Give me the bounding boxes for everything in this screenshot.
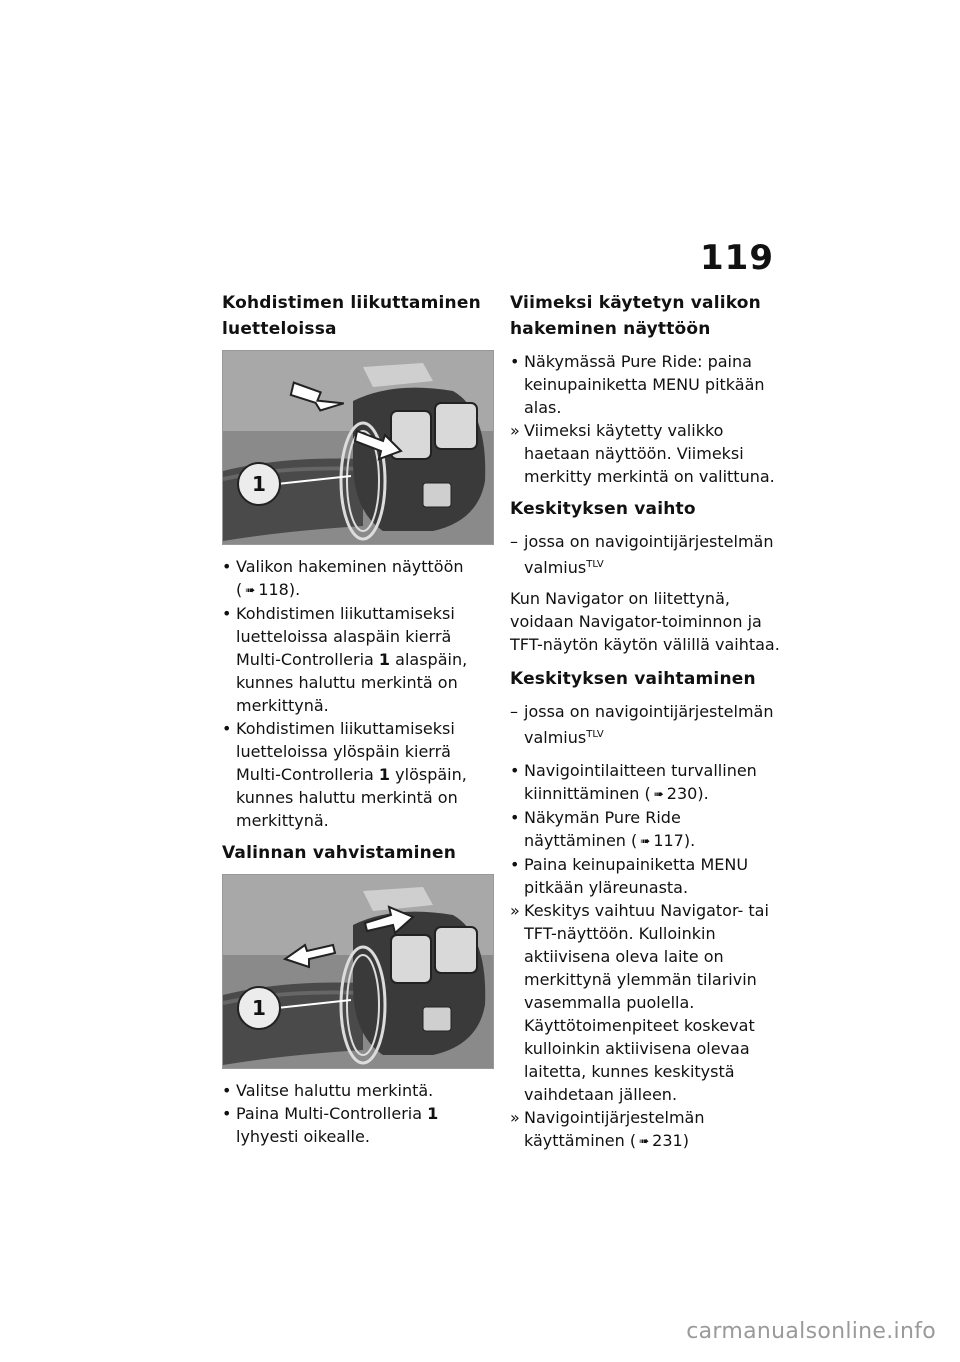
list-item-result: » Keskitys vaihtuu Navigator- tai TFT-näyttöön. Kulloinkin aktiivisena oleva laite on merkittynä ylemmän tilarivin vasemmalla puolella. Käyttötoimenpiteet koskevat kulloinkin aktiivisena olevaa laitetta, kunnes keskitystä vaihdetaan jälleen. [510,899,780,1106]
list-item: • Paina keinupainiketta MENU pitkään yläreunasta. [510,853,780,899]
section-title-cursor-movement: Kohdistimen liikuttaminen luetteloissa [222,293,481,339]
page-reference-link[interactable]: 231 [652,1131,683,1150]
focus-change-paragraph: Kun Navigator on liitettynä, voidaan Navigator-toiminnon ja TFT-näytön käytön välillä vaihtaa. [510,589,780,654]
right-column [510,290,780,1153]
list-item: • Navigointilaitteen turvallinen kiinnittäminen ( ➠ 230). [510,759,780,806]
list-item: • Valikon hakeminen näyttöön ( ➠ 118). [222,555,494,602]
figure-multi-controller-rotate [222,350,494,545]
figure-callout-1: 1 [237,462,281,506]
section-title-confirm-selection: Valinnan vahvistaminen [222,843,457,863]
arrow-reference-icon: ➠ [639,1134,650,1148]
left-column [222,290,494,1148]
list-item: • Näkymän Pure Ride näyttäminen ( ➠ 117). [510,806,780,853]
figure-callout-1: 1 [237,986,281,1030]
section-title-last-menu: Viimeksi käytetyn valikon hakeminen näyttöön [510,293,761,339]
section-title-changing-focus: Keskityksen vaihtaminen [510,669,756,689]
page-reference-link[interactable]: 230 [666,784,698,803]
last-menu-steps [510,350,780,488]
list-item-result: » Navigointijärjestelmän käyttäminen ( ➠ 231) [510,1106,780,1153]
condition-item: – jossa on navigointijärjestelmän valmius$^{TLV}$ [510,700,780,749]
page-reference-link[interactable]: 117 [653,831,684,850]
arrow-reference-icon: ➠ [245,583,256,597]
handlebar-illustration-2 [223,875,493,1068]
handlebar-illustration [223,351,493,544]
confirm-selection-steps [222,1079,494,1148]
cursor-movement-steps [222,555,494,832]
list-item: • Kohdistimen liikuttamiseksi luetteloissa ylöspäin kierrä Multi-Controlleria 1 ylöspäin, kunnes haluttu merkintä on merkittynä. [222,717,494,832]
page-reference-link[interactable]: 118 [258,580,289,599]
condition-item: – jossa on navigointijärjestelmän valmius$^{TLV}$ [510,530,780,579]
watermark: carmanualsonline.info [686,1319,936,1344]
list-item: • Valitse haluttu merkintä. [222,1079,494,1102]
page-number: 119 [700,238,774,278]
arrow-reference-icon: ➠ [653,787,664,801]
figure-multi-controller-press [222,874,494,1069]
list-item-result: » Viimeksi käytetty valikko haetaan näyttöön. Viimeksi merkitty merkintä on valittuna. [510,419,780,488]
list-item: • Näkymässä Pure Ride: paina keinupainiketta MENU pitkään alas. [510,350,780,419]
arrow-reference-icon: ➠ [640,834,651,848]
section-title-focus-change: Keskityksen vaihto [510,499,696,519]
focus-change-condition [510,530,780,579]
changing-focus-steps [510,759,780,1153]
changing-focus-condition [510,700,780,749]
list-item: • Paina Multi-Controlleria 1 lyhyesti oikealle. [222,1102,494,1148]
list-item: • Kohdistimen liikuttamiseksi luetteloissa alaspäin kierrä Multi-Controlleria 1 alaspäin, kunnes haluttu merkintä on merkittynä. [222,602,494,717]
